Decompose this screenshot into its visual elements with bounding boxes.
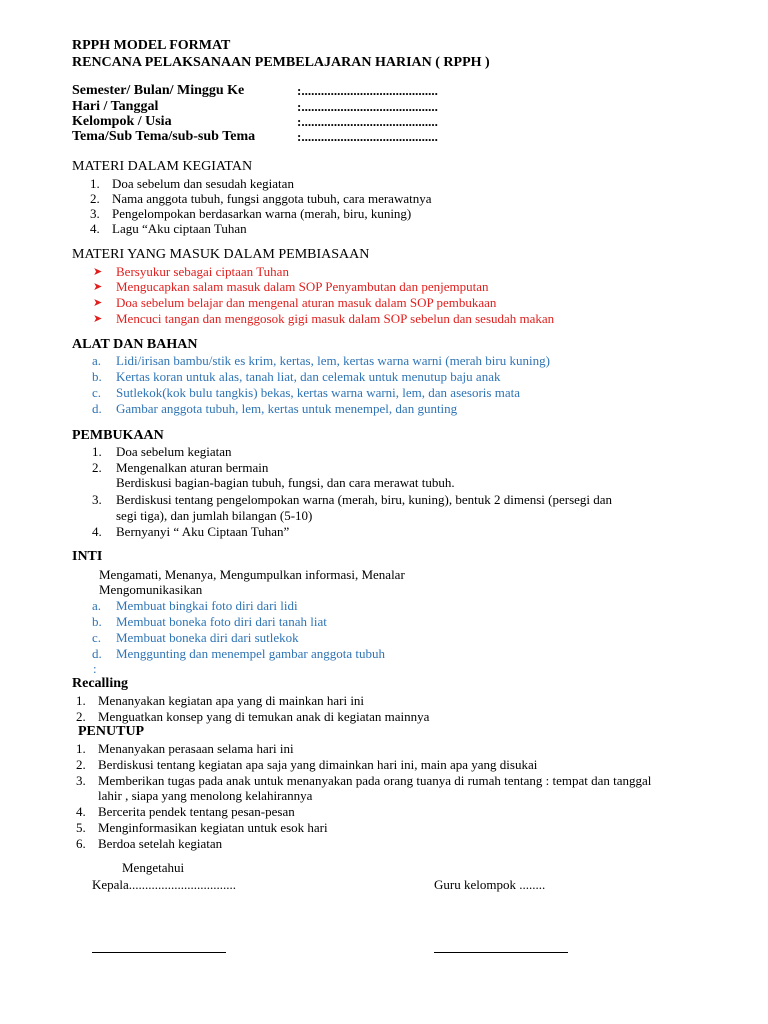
list-letter: c. bbox=[92, 630, 102, 645]
list-item: Berdiskusi tentang pengelompokan warna (merah, biru, kuning), bentuk 2 dimensi (persegi dan bbox=[116, 492, 613, 507]
list-item: Doa sebelum kegiatan bbox=[116, 444, 232, 459]
info-value: :.......................................... bbox=[297, 129, 438, 144]
list-number: 2. bbox=[90, 191, 100, 206]
list-item: Gambar anggota tubuh, lem, kertas untuk menempel, dan gunting bbox=[116, 401, 458, 416]
list-number: 3. bbox=[92, 492, 102, 507]
arrow-bullet-icon: ➤ bbox=[93, 281, 103, 293]
section-heading-penutup: PENUTUP bbox=[78, 724, 145, 739]
list-item: Menginformasikan kegiatan untuk esok hari bbox=[98, 820, 328, 835]
list-item: Membuat bingkai foto diri dari lidi bbox=[116, 598, 298, 613]
section-heading-pembiasaan: MATERI YANG MASUK DALAM PEMBIASAAN bbox=[72, 247, 370, 262]
list-number: 4. bbox=[92, 524, 102, 539]
info-label: Kelompok / Usia bbox=[72, 114, 172, 129]
arrow-bullet-icon: ➤ bbox=[93, 313, 103, 325]
signature-line-guru bbox=[434, 952, 568, 953]
list-item: Membuat boneka foto diri dari tanah liat bbox=[116, 614, 327, 629]
list-number: 1. bbox=[76, 741, 86, 756]
section-heading-pembukaan: PEMBUKAAN bbox=[72, 428, 164, 443]
list-letter: a. bbox=[92, 598, 102, 613]
doc-title: RPPH MODEL FORMAT bbox=[72, 38, 231, 53]
list-number: 3. bbox=[90, 206, 100, 221]
section-heading-alat: ALAT DAN BAHAN bbox=[72, 337, 198, 352]
list-item-continuation: segi tiga), dan jumlah bilangan (5-10) bbox=[116, 508, 313, 523]
info-value: :.......................................... bbox=[297, 83, 438, 98]
list-item: Menggunting dan menempel gambar anggota tubuh bbox=[116, 646, 385, 661]
list-item: Pengelompokan berdasarkan warna (merah, biru, kuning) bbox=[112, 206, 412, 221]
list-item: Lidi/irisan bambu/stik es krim, kertas, lem, kertas warna warni (merah biru kuning) bbox=[116, 353, 550, 368]
section-heading-materi: MATERI DALAM KEGIATAN bbox=[72, 159, 253, 174]
list-item-continuation: lahir , siapa yang menolong kelahirannya bbox=[98, 788, 313, 803]
list-letter: d. bbox=[92, 401, 102, 416]
list-trailing-marker: : bbox=[93, 661, 97, 676]
inti-intro: Mengamati, Menanya, Mengumpulkan informasi, Menalar bbox=[99, 567, 405, 582]
list-item: Berdoa setelah kegiatan bbox=[98, 836, 223, 851]
list-number: 5. bbox=[76, 820, 86, 835]
list-item: Lagu “Aku ciptaan Tuhan bbox=[112, 221, 247, 236]
list-item: Mencuci tangan dan menggosok gigi masuk dalam SOP sebelun dan sesudah makan bbox=[116, 311, 555, 326]
list-letter: c. bbox=[92, 385, 102, 400]
list-number: 3. bbox=[76, 773, 86, 788]
signature-guru: Guru kelompok ........ bbox=[434, 877, 546, 892]
list-item: Bernyanyi “ Aku Ciptaan Tuhan” bbox=[116, 524, 290, 539]
list-item: Sutlekok(kok bulu tangkis) bekas, kertas warna warni, lem, dan asesoris mata bbox=[116, 385, 520, 400]
list-item: Mengenalkan aturan bermain bbox=[116, 460, 269, 475]
list-item: Bercerita pendek tentang pesan-pesan bbox=[98, 804, 295, 819]
list-item: Menanyakan kegiatan apa yang di mainkan hari ini bbox=[98, 693, 365, 708]
section-heading-recalling: Recalling bbox=[72, 676, 128, 691]
list-letter: a. bbox=[92, 353, 102, 368]
list-item: Memberikan tugas pada anak untuk menanyakan pada orang tuanya di rumah tentang : tempat dan tanggal bbox=[98, 773, 652, 788]
list-letter: d. bbox=[92, 646, 102, 661]
list-item: Doa sebelum belajar dan mengenal aturan masuk dalam SOP pembukaan bbox=[116, 295, 497, 310]
arrow-bullet-icon: ➤ bbox=[93, 297, 103, 309]
list-item: Membuat boneka diri dari sutlekok bbox=[116, 630, 299, 645]
list-number: 1. bbox=[76, 693, 86, 708]
arrow-bullet-icon: ➤ bbox=[93, 266, 103, 278]
list-item: Menanyakan perasaan selama hari ini bbox=[98, 741, 294, 756]
list-number: 2. bbox=[76, 709, 86, 724]
list-number: 4. bbox=[76, 804, 86, 819]
info-value: :.......................................... bbox=[297, 99, 438, 114]
list-item-continuation: Berdiskusi bagian-bagian tubuh, fungsi, dan cara merawat tubuh. bbox=[116, 475, 455, 490]
doc-subtitle: RENCANA PELAKSANAAN PEMBELAJARAN HARIAN ( RPPH ) bbox=[72, 55, 490, 70]
list-item: Bersyukur sebagai ciptaan Tuhan bbox=[116, 264, 289, 279]
list-item: Berdiskusi tentang kegiatan apa saja yang dimainkan hari ini, main apa yang disukai bbox=[98, 757, 538, 772]
info-label: Tema/Sub Tema/sub-sub Tema bbox=[72, 129, 256, 144]
list-number: 2. bbox=[92, 460, 102, 475]
list-number: 1. bbox=[92, 444, 102, 459]
info-value: :.......................................... bbox=[297, 114, 438, 129]
list-number: 6. bbox=[76, 836, 86, 851]
info-label: Semester/ Bulan/ Minggu Ke bbox=[72, 83, 245, 98]
list-item: Mengucapkan salam masuk dalam SOP Penyambutan dan penjemputan bbox=[116, 279, 489, 294]
signature-mengetahui: Mengetahui bbox=[122, 860, 185, 875]
list-letter: b. bbox=[92, 369, 102, 384]
list-number: 2. bbox=[76, 757, 86, 772]
info-label: Hari / Tanggal bbox=[72, 99, 159, 114]
list-item: Menguatkan konsep yang di temukan anak di kegiatan mainnya bbox=[98, 709, 430, 724]
list-letter: b. bbox=[92, 614, 102, 629]
section-heading-inti: INTI bbox=[72, 549, 103, 564]
list-number: 1. bbox=[90, 176, 100, 191]
list-item: Doa sebelum dan sesudah kegiatan bbox=[112, 176, 294, 191]
signature-line-kepala bbox=[92, 952, 226, 953]
signature-kepala: Kepala................................. bbox=[92, 877, 237, 892]
list-number: 4. bbox=[90, 221, 100, 236]
list-item: Nama anggota tubuh, fungsi anggota tubuh, cara merawatnya bbox=[112, 191, 432, 206]
list-item: Kertas koran untuk alas, tanah liat, dan celemak untuk menutup baju anak bbox=[116, 369, 501, 384]
inti-intro: Mengomunikasikan bbox=[99, 582, 203, 597]
